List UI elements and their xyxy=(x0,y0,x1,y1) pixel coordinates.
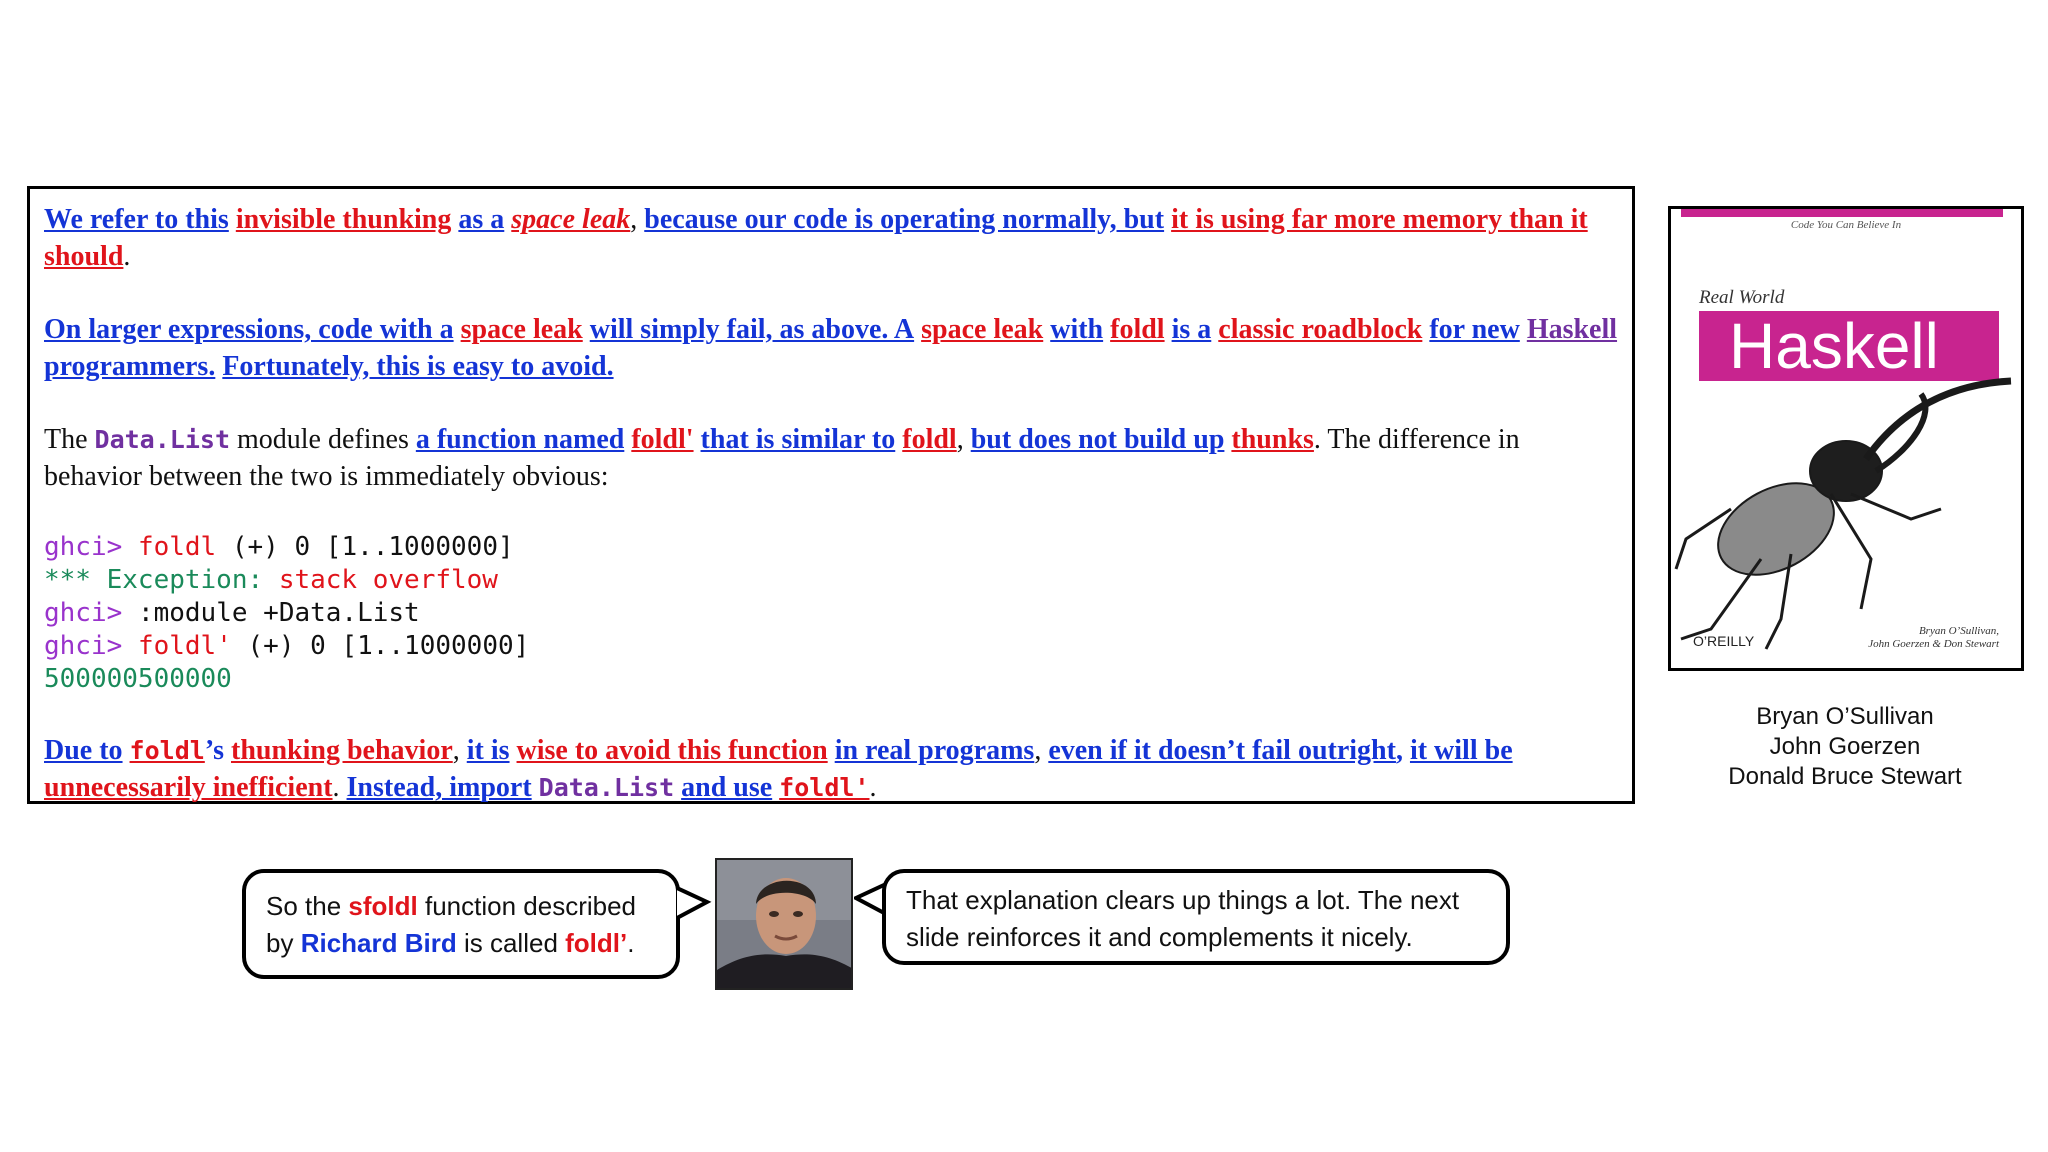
code-token: foldl' xyxy=(137,631,232,661)
bubble-highlight: sfoldl xyxy=(348,891,418,921)
book-cover-image xyxy=(1668,206,2024,671)
phrase: foldl' xyxy=(631,424,694,455)
code-line xyxy=(44,531,1618,564)
inline-code: foldl xyxy=(129,736,205,765)
bubble-text: That explanation clears up things a lot. The next slide reinforces it and complements it nicely. xyxy=(906,885,1460,952)
ghci-prompt: ghci> xyxy=(44,598,123,628)
cover-authors xyxy=(1868,625,1999,651)
phrase: invisible thunking xyxy=(235,204,452,235)
phrase: even if it doesn’t fail outright xyxy=(1048,735,1396,766)
ghci-prompt: ghci> xyxy=(44,631,123,661)
speech-bubble-right xyxy=(882,869,1510,965)
code-token: (+) 0 [1..1000000] xyxy=(231,532,514,562)
phrase: because our code is operating normally, but xyxy=(644,204,1165,235)
code-line xyxy=(44,564,1618,597)
bubble-text: . xyxy=(627,928,635,958)
punctuation: , xyxy=(956,424,964,455)
code-line xyxy=(44,630,1618,663)
phrase: it is using far more memory than it should xyxy=(44,204,1588,272)
punctuation: , xyxy=(1034,735,1042,766)
phrase: with xyxy=(1050,314,1104,345)
code-result: 500000500000 xyxy=(44,664,232,694)
code-token: *** Exception: xyxy=(44,565,264,595)
code-token: :module +Data.List xyxy=(137,598,420,628)
inline-code: foldl' xyxy=(779,773,870,802)
phrase: thunking behavior xyxy=(231,735,453,766)
paragraph-conclusion xyxy=(44,732,1618,806)
cover-author-line: Bryan O’Sullivan, xyxy=(1918,625,1999,637)
phrase: for new xyxy=(1429,314,1520,345)
bubble-text: is called xyxy=(463,928,558,958)
author-name: John Goerzen xyxy=(1769,733,1921,760)
book-authors-list xyxy=(1690,702,2000,792)
code-token: (+) 0 [1..1000000] xyxy=(247,631,530,661)
phrase: thunks xyxy=(1231,424,1314,455)
phrase: Fortunately, this is easy to avoid. xyxy=(222,351,614,382)
phrase: a function named xyxy=(415,424,625,455)
speech-bubble-left xyxy=(242,869,680,979)
bubble-text: function described by xyxy=(266,891,637,958)
bubble-text: So the xyxy=(266,891,342,921)
phrase: will simply fail, as above. A xyxy=(589,314,915,345)
phrase: and use xyxy=(681,772,773,803)
phrase: classic roadblock xyxy=(1218,314,1423,345)
cover-tagline: Code You Can Believe In xyxy=(1790,219,1902,231)
punctuation: . xyxy=(332,772,340,803)
book-excerpt-box xyxy=(27,186,1635,804)
phrase: it is xyxy=(466,735,510,766)
phrase: programmers. xyxy=(44,351,216,382)
speech-bubble-left-tail xyxy=(677,884,713,924)
paragraph-space-leak xyxy=(44,201,1618,275)
punctuation: . xyxy=(123,241,131,272)
phrase: On larger expressions, code with a xyxy=(44,314,454,345)
phrase: that is similar to xyxy=(700,424,896,455)
bubble-highlight: Richard Bird xyxy=(300,928,457,958)
phrase: Instead, import xyxy=(346,772,532,803)
cover-series: Real World xyxy=(1699,287,1785,308)
beetle-illustration xyxy=(1671,209,2024,671)
punctuation: , xyxy=(1395,735,1403,766)
phrase: unnecessarily inefficient xyxy=(44,772,333,803)
cover-publisher: O’REILLY xyxy=(1693,633,1755,649)
code-line xyxy=(44,663,1618,696)
paragraph-larger-expressions xyxy=(44,311,1618,385)
phrase: ’s xyxy=(204,735,224,766)
phrase: in real programs xyxy=(834,735,1035,766)
cover-author-line: John Goerzen & Don Stewart xyxy=(1868,638,1999,650)
inline-code: Data.List xyxy=(94,425,230,454)
paragraph-data-list xyxy=(44,421,1618,495)
ghci-prompt: ghci> xyxy=(44,532,123,562)
ghci-session xyxy=(44,531,1618,696)
phrase: space leak xyxy=(511,204,631,235)
phrase: is a xyxy=(1171,314,1212,345)
phrase: foldl xyxy=(1110,314,1165,345)
phrase: it will be xyxy=(1409,735,1513,766)
speaker-photo xyxy=(715,858,853,990)
phrase: We refer to this xyxy=(44,204,229,235)
author-name: Bryan O’Sullivan xyxy=(1756,703,1934,730)
phrase: Haskell xyxy=(1526,314,1618,345)
punctuation: , xyxy=(452,735,460,766)
bubble-highlight: foldl’ xyxy=(565,928,628,958)
plain-text: The xyxy=(44,424,88,455)
plain-text: module defines xyxy=(237,424,409,455)
author-name: Donald Bruce Stewart xyxy=(1728,763,1962,790)
phrase: foldl xyxy=(902,424,957,455)
punctuation: , xyxy=(630,204,638,235)
person-portrait-icon xyxy=(717,860,853,990)
phrase: as a xyxy=(458,204,505,235)
code-token: stack overflow xyxy=(278,565,498,595)
plain-text: . The difference in behavior between the two is immediately obvious: xyxy=(44,424,1520,492)
cover-title: Haskell xyxy=(1729,310,1939,382)
code-line xyxy=(44,597,1618,630)
punctuation: . xyxy=(869,772,877,803)
phrase: space leak xyxy=(460,314,583,345)
phrase: space leak xyxy=(921,314,1044,345)
phrase: Due to xyxy=(44,735,123,766)
phrase: but does not build up xyxy=(970,424,1225,455)
code-token: foldl xyxy=(137,532,217,562)
phrase: wise to avoid this function xyxy=(516,735,828,766)
inline-code: Data.List xyxy=(538,773,675,802)
